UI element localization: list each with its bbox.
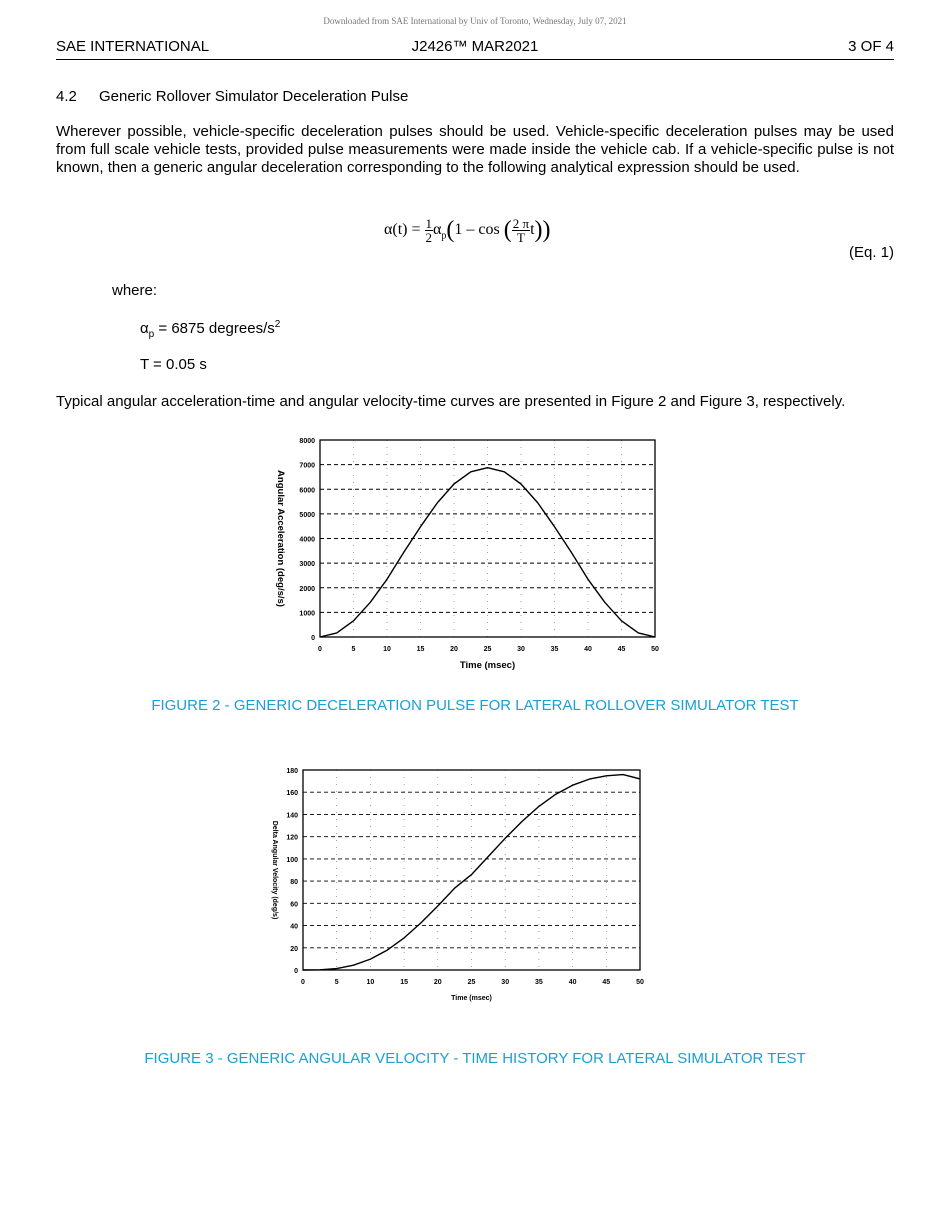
x-tick-label: 35 <box>550 646 559 653</box>
y-tick-label: 180 <box>286 768 298 775</box>
x-axis-label: Time (msec) <box>451 995 492 1002</box>
x-tick-label: 40 <box>584 646 592 653</box>
x-tick-label: 45 <box>617 646 626 653</box>
section-heading <box>56 88 408 105</box>
x-tick-label: 30 <box>501 979 510 986</box>
y-tick-label: 4000 <box>299 536 315 544</box>
y-axis-label: Angular Acceleration (deg/s/s) <box>275 470 286 607</box>
y-tick-label: 7000 <box>299 462 315 470</box>
x-tick-label: 35 <box>535 979 543 986</box>
alpha-p-definition: $\alpha_p = 6875$ degrees/$s^2$ <box>140 319 281 340</box>
y-tick-label: 140 <box>286 812 298 820</box>
equation-lhs: α(t) = <box>384 221 421 239</box>
x-tick-label: 10 <box>366 979 375 986</box>
y-tick-label: 1000 <box>299 610 315 618</box>
figure2-caption: FIGURE 2 - GENERIC DECELERATION PULSE FOR LATERAL ROLLOVER SIMULATOR TEST <box>151 697 799 714</box>
x-axis-label: Time (msec) <box>459 660 516 671</box>
x-tick-label: 10 <box>383 646 391 653</box>
y-tick-label: 8000 <box>299 438 315 445</box>
equation-t: t <box>530 221 535 239</box>
y-tick-label: 40 <box>290 923 298 931</box>
download-note: Downloaded from SAE International by Univ of Toronto, Wednesday, July 07, 2021 <box>323 16 627 26</box>
figure3-chart <box>265 760 655 1010</box>
header-rule <box>56 59 894 60</box>
figure3-caption: FIGURE 3 - GENERIC ANGULAR VELOCITY - TIME HISTORY FOR LATERAL SIMULATOR TEST <box>144 1050 806 1067</box>
header-publisher: SAE INTERNATIONAL <box>56 38 210 55</box>
y-tick-label: 6000 <box>299 487 315 495</box>
equation-alpha: α <box>433 221 442 239</box>
x-tick-label: 15 <box>400 979 408 986</box>
x-tick-label: 20 <box>433 979 442 986</box>
equation-label: (Eq. 1) <box>848 244 894 261</box>
equation-half: $\frac{1}{2}$ <box>425 216 433 245</box>
body-paragraph: Wherever possible, vehicle-specific deceleration pulses should be used. Vehicle-specific deceleration pulses may be used from full scale vehicle tests, provided pulse measurements were made inside the vehicle cab. If a vehicle-specific pulse is not known, then a generic angular deceleration corresponding to the following analytical expression should be used. <box>56 123 894 176</box>
y-tick-label: 80 <box>290 879 298 887</box>
equation-one-minus-cos: 1 – cos <box>454 221 500 239</box>
figure2-chart <box>270 430 670 680</box>
y-tick-label: 3000 <box>299 561 315 569</box>
x-tick-label: 45 <box>602 979 611 986</box>
y-tick-label: 20 <box>290 945 298 953</box>
x-tick-label: 0 <box>301 979 305 986</box>
y-tick-label: 0 <box>294 968 298 975</box>
x-tick-label: 5 <box>334 979 339 986</box>
x-tick-label: 25 <box>467 979 476 986</box>
equation-two-pi-over-t: $\frac{2 \pi}{T}$ <box>512 216 530 245</box>
section-number: 4.2 <box>56 88 77 105</box>
y-tick-label: 60 <box>290 901 298 909</box>
x-tick-label: 20 <box>450 646 458 653</box>
equation-sub-p: p <box>441 230 447 242</box>
x-tick-label: 30 <box>517 646 525 653</box>
x-tick-label: 40 <box>568 979 577 986</box>
y-axis-label: Delta Angular Velocity (deg/s) <box>271 820 278 920</box>
where-label: where: <box>112 282 158 299</box>
period-definition: T = 0.05 s <box>140 356 207 373</box>
y-tick-label: 100 <box>286 856 298 864</box>
y-tick-label: 0 <box>311 635 315 642</box>
y-tick-label: 5000 <box>299 511 315 519</box>
series-line-velocity <box>303 775 640 970</box>
x-tick-label: 5 <box>351 646 356 653</box>
x-tick-label: 0 <box>318 646 322 653</box>
section-title: Generic Rollover Simulator Deceleration Pulse <box>99 88 409 105</box>
y-tick-label: 160 <box>286 790 298 798</box>
equation: α(t) = $\frac{1}{2}$ $\alpha_p(1$ – cos ( $\frac{2 \pi}{T}$ t)) <box>384 216 551 245</box>
x-tick-label: 25 <box>483 646 492 653</box>
x-tick-label: 50 <box>651 646 659 653</box>
plot-frame <box>303 770 640 970</box>
x-tick-label: 15 <box>416 646 425 653</box>
header-page-number: 3 OF 4 <box>848 38 894 55</box>
y-tick-label: 120 <box>286 834 298 842</box>
header-doc-id: J2426™ MAR2021 <box>411 38 539 55</box>
y-tick-label: 2000 <box>299 585 315 593</box>
x-tick-label: 50 <box>636 979 644 986</box>
figures-intro: Typical angular acceleration-time and angular velocity-time curves are presented in Figure 2 and Figure 3, respectively. <box>56 393 846 410</box>
